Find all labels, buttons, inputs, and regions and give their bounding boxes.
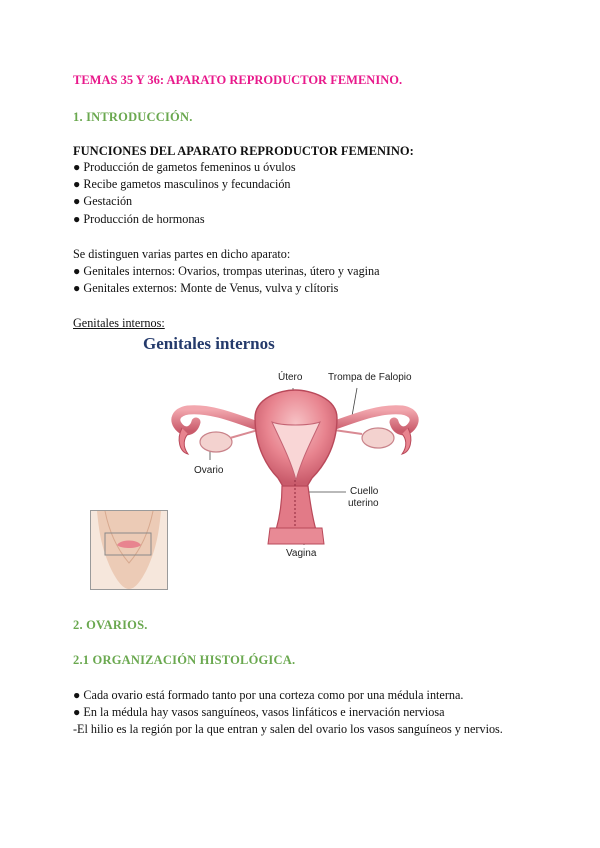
right-ovarian-ligament: [334, 430, 362, 434]
function-item: ● Recibe gametos masculinos y fecundación: [73, 177, 291, 191]
section-heading-introduccion: 1. INTRODUCCIÓN.: [73, 110, 193, 124]
label-cuello: Cuello: [350, 486, 379, 497]
label-uterino: uterino: [348, 498, 379, 509]
figure-title: Genitales internos: [143, 334, 275, 353]
left-ovarian-ligament: [230, 430, 258, 438]
genitales-internos-figure: [90, 330, 445, 595]
hilio-paragraph: -El hilio es la región por la que entran y salen del ovario los vasos sanguíneos y nervios.: [73, 722, 503, 736]
label-vagina: Vagina: [286, 548, 317, 559]
parts-item: ● Genitales externos: Monte de Venus, vulva y clítoris: [73, 281, 339, 295]
left-ovary: [200, 432, 232, 452]
vagina: [268, 528, 324, 544]
parts-intro: Se distinguen varias partes en dicho aparato:: [73, 247, 291, 261]
label-trompa: Trompa de Falopio: [328, 372, 412, 383]
function-item: ● Gestación: [73, 194, 133, 208]
ovarios-item: ● En la médula hay vasos sanguíneos, vasos linfáticos e inervación nerviosa: [73, 705, 445, 719]
parts-item: ● Genitales internos: Ovarios, trompas uterinas, útero y vagina: [73, 264, 380, 278]
label-ovario: Ovario: [194, 465, 224, 476]
trompa-pointer: [352, 388, 357, 416]
right-ovary: [362, 428, 394, 448]
functions-heading: FUNCIONES DEL APARATO REPRODUCTOR FEMENINO:: [73, 144, 414, 158]
section-heading-ovarios: 2. OVARIOS.: [73, 618, 148, 632]
document-title: TEMAS 35 Y 36: APARATO REPRODUCTOR FEMENINO.: [73, 73, 403, 87]
ovarios-item: ● Cada ovario está formado tanto por una corteza como por una médula interna.: [73, 688, 464, 702]
function-item: ● Producción de gametos femeninos u óvulos: [73, 160, 296, 174]
left-fallopian-tube: [176, 410, 255, 431]
label-utero: Útero: [278, 372, 303, 383]
body-location-inset: [90, 510, 168, 590]
function-item: ● Producción de hormonas: [73, 212, 205, 226]
pelvis-silhouette: [91, 511, 167, 589]
genitales-internos-label: Genitales internos:: [73, 316, 165, 330]
cervix: [276, 486, 316, 530]
section-heading-organizacion-histologica: 2.1 ORGANIZACIÓN HISTOLÓGICA.: [73, 653, 296, 667]
